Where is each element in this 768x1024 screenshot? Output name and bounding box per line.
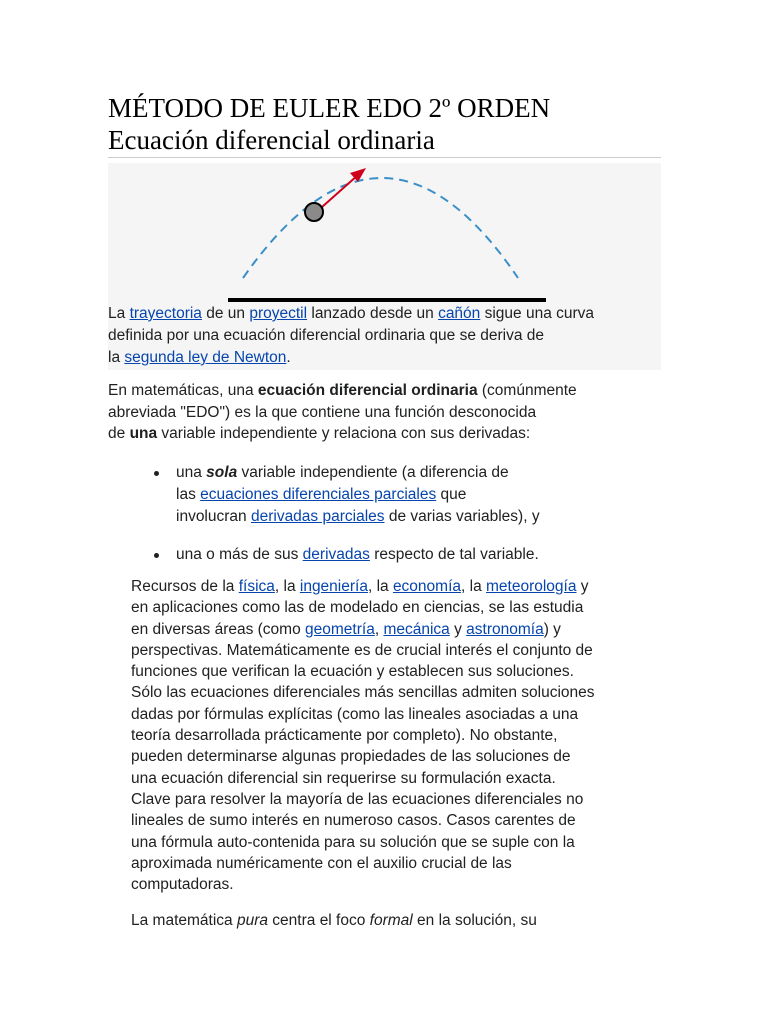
link-trayectoria[interactable]: trayectoria — [129, 305, 202, 322]
link-derivadas-parciales[interactable]: derivadas parciales — [250, 508, 385, 525]
link-astronomia[interactable]: astronomía — [466, 620, 544, 638]
link-economia[interactable]: economía — [392, 578, 462, 595]
body-paragraph: Recursos de la física, la ingeniería, la economía, la meteorología y en aplicaciones como las de modelado en ciencias, se las estudia en diversas áreas (como geometría, mecánica y astronomía) y perspectivas. Matemáticamente es de crucial interés el conjunto de funciones que verifican la ecuación y establecen sus soluciones. Sólo las ecuaciones diferenciales más sencillas admiten soluciones dadas por fórmulas explícitas (como las lineales asociadas a una teoría desarrollada prácticamente por completo). No obstante, pueden determinarse algunas propiedades de las soluciones de una ecuación diferencial sin requerirse su formulación exacta. Clave para resolver la mayoría de las ecuaciones diferenciales no lineales de sumo interés en numeroso casos. Casos carentes de una fórmula auto-contenida para su solución que se suple con la aproximada numéricamente con el auxilio crucial de las computadoras. — [131, 578, 595, 894]
trajectory-curve — [243, 178, 518, 278]
figure-caption — [108, 303, 661, 369]
body-paragraph-2: La matemática pura centra el foco formal en la solución, su — [131, 912, 537, 929]
link-ecuaciones-diferenciales-parciales[interactable]: ecuaciones diferenciales parciales — [200, 486, 437, 503]
list-item: una sola variable independiente (a diferencia de las ecuaciones diferenciales parciales que involucran derivadas parciales de varias variables), y — [150, 462, 670, 528]
link-geometria[interactable]: geometría — [305, 620, 375, 638]
title-line-2: Ecuación diferencial ordinaria — [108, 125, 435, 155]
caption-line-2: definida por una ecuación diferencial ordinaria que se deriva de — [108, 327, 545, 344]
bullet-list — [150, 462, 670, 566]
velocity-arrow — [322, 175, 358, 207]
caption-line-3: la segunda ley de Newton. — [108, 349, 291, 366]
projectile-ball — [305, 203, 323, 221]
caption-line-1: La trayectoria de un proyectil lanzado desde un cañón sigue una curva — [108, 305, 595, 322]
projectile-figure — [108, 163, 661, 370]
link-meteorologia[interactable]: meteorología — [486, 578, 577, 595]
list-item: una o más de sus derivadas respecto de tal variable. — [150, 544, 670, 566]
projectile-diagram — [108, 163, 661, 303]
link-mecanica[interactable]: mecánica — [383, 620, 450, 638]
page-title — [108, 92, 668, 156]
link-segunda-ley-newton[interactable]: segunda ley de Newton — [124, 349, 287, 366]
bullet-dot — [154, 471, 159, 476]
link-derivadas[interactable]: derivadas — [302, 546, 370, 563]
intro-paragraph: En matemáticas, una ecuación diferencial ordinaria (comúnmente abreviada "EDO") es la que contiene una función desconocida de una variable independiente y relaciona con sus derivadas: — [108, 382, 577, 442]
link-fisica[interactable]: física — [238, 578, 275, 595]
title-line-1: MÉTODO DE EULER EDO 2º ORDEN — [108, 93, 551, 123]
title-divider — [108, 157, 661, 158]
link-ingenieria[interactable]: ingeniería — [299, 578, 368, 595]
link-proyectil[interactable]: proyectil — [249, 305, 308, 322]
bullet-dot — [154, 553, 159, 558]
link-canon[interactable]: cañón — [438, 305, 481, 322]
